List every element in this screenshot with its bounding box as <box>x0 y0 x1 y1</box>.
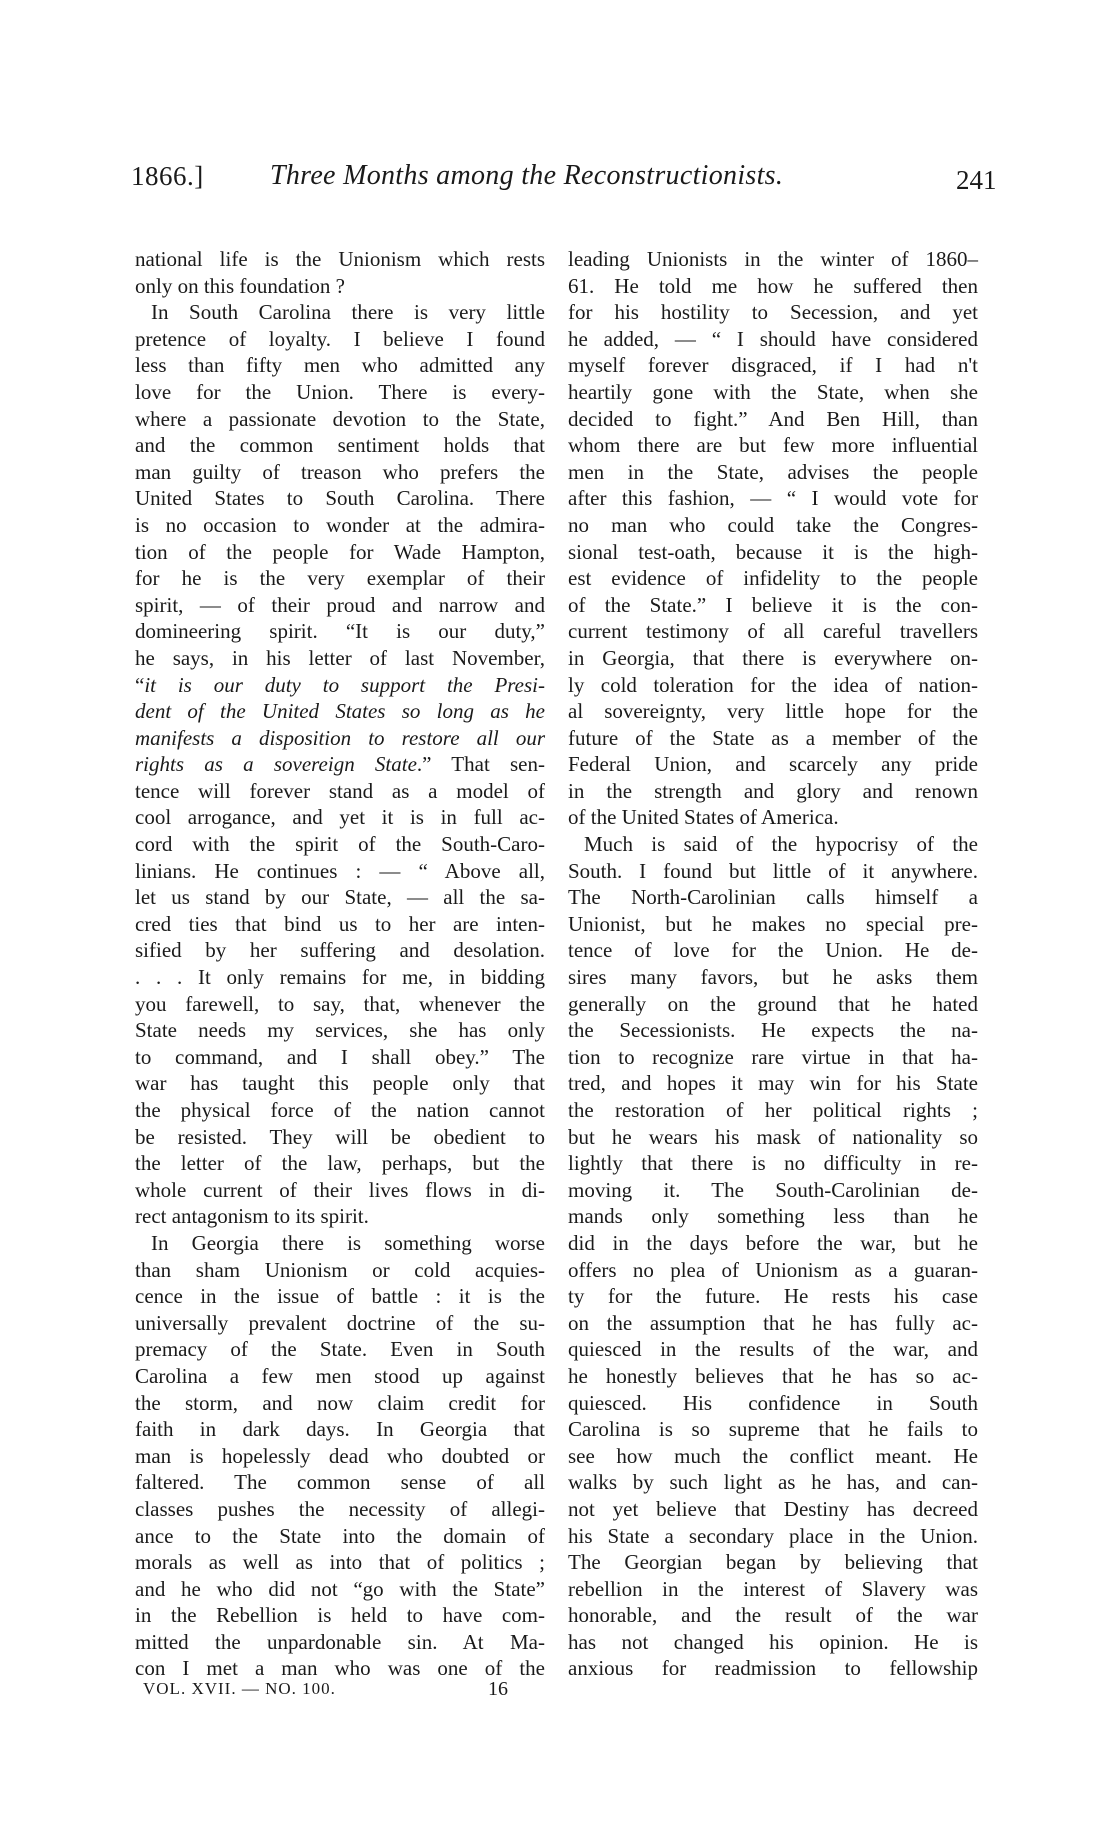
italic-text: dent of the United States so long as he <box>135 699 545 724</box>
text-line: he says, in his letter of last November, <box>135 645 545 670</box>
text-line: in Georgia, that there is everywhere on- <box>568 645 978 670</box>
text-line: no man who could take the Congres- <box>568 512 978 537</box>
text-line: South. I found but little of it anywhere. <box>568 858 978 883</box>
text-line: be resisted. They will be obedient to <box>135 1124 545 1149</box>
text-line: let us stand by our State, — all the sa- <box>135 885 545 910</box>
text-line: less than fifty men who admitted any <box>135 353 545 378</box>
text-line: the physical force of the nation cannot <box>135 1098 545 1122</box>
running-head-year: 1866.] <box>131 161 204 191</box>
text-line <box>135 725 545 752</box>
text-line: leading Unionists in the winter of 1860– <box>568 247 978 271</box>
text-column-left <box>135 246 545 1682</box>
footer-volume: VOL. XVII. — NO. 100. <box>143 1679 336 1698</box>
text-line: quiesced in the results of the war, and <box>568 1337 978 1362</box>
text-line: pretence of loyalty. I believe I found <box>135 326 545 351</box>
text-line: you farewell, to say, that, whenever the <box>135 991 545 1016</box>
text-line: cred ties that bind us to her are inten- <box>135 911 545 936</box>
text-line: cence in the issue of battle : it is the <box>135 1284 545 1309</box>
text-line: In Georgia there is something worse <box>151 1230 545 1255</box>
text-line: he honestly believes that he has so ac- <box>568 1363 978 1388</box>
text-line: The North-Carolinian calls himself a <box>568 885 978 910</box>
text-line: ty for the future. He rests his case <box>568 1284 978 1309</box>
text-line: national life is the Unionism which rests <box>135 247 545 271</box>
text-line: for he is the very exemplar of their <box>135 566 545 591</box>
italic-text: rights as a sovereign State <box>135 752 417 777</box>
text-line: premacy of the State. Even in South <box>135 1337 545 1362</box>
text-line: myself forever disgraced, if I had n't <box>568 353 978 378</box>
text-line: not yet believe that Destiny has decreed <box>568 1496 978 1521</box>
text-line: love for the Union. There is every- <box>135 379 545 404</box>
text-line: universally prevalent doctrine of the su- <box>135 1310 545 1335</box>
text-line: sires many favors, but he asks them <box>568 965 978 990</box>
text-line: to command, and I shall obey.” The <box>135 1044 545 1069</box>
text-segment: “ <box>135 672 145 697</box>
text-line: cord with the spirit of the South-Caro- <box>135 832 545 857</box>
text-line: con I met a man who was one of the <box>135 1656 545 1681</box>
text-line: tion of the people for Wade Hampton, <box>135 539 545 564</box>
text-line: faltered. The common sense of all <box>135 1470 545 1495</box>
text-line: Much is said of the hypocrisy of the <box>584 832 978 857</box>
text-line: where a passionate devotion to the State, <box>135 406 545 431</box>
text-line: whom there are but few more influential <box>568 433 978 458</box>
text-line: the storm, and now claim credit for <box>135 1390 545 1415</box>
text-line <box>135 672 545 699</box>
text-line: and the common sentiment holds that <box>135 433 545 458</box>
text-line: tence will forever stand as a model of <box>135 778 545 803</box>
text-line: did in the days before the war, but he <box>568 1230 978 1255</box>
text-line: offers no plea of Unionism as a guaran- <box>568 1257 978 1282</box>
text-line: anxious for readmission to fellowship <box>568 1656 978 1681</box>
text-line: honorable, and the result of the war <box>568 1603 978 1628</box>
text-line: the letter of the law, perhaps, but the <box>135 1151 545 1176</box>
page-number: 241 <box>956 165 997 195</box>
text-line: linians. He continues : — “ Above all, <box>135 858 545 883</box>
text-line <box>135 751 545 778</box>
text-line: al sovereignty, very little hope for the <box>568 699 978 724</box>
text-line: rebellion in the interest of Slavery was <box>568 1576 978 1601</box>
text-line: ly cold toleration for the idea of nation- <box>568 672 978 697</box>
text-line: but he wears his mask of nationality so <box>568 1124 978 1149</box>
text-line: United States to South Carolina. There <box>135 486 545 511</box>
text-line: mands only something less than he <box>568 1204 978 1229</box>
text-line: classes pushes the necessity of allegi- <box>135 1496 545 1521</box>
running-head-title: Three Months among the Reconstructionists. <box>270 160 784 191</box>
text-line: State needs my services, she has only <box>135 1018 545 1043</box>
text-line: 61. He told me how he suffered then <box>568 273 978 298</box>
text-line: generally on the ground that he hated <box>568 991 978 1016</box>
text-line: Federal Union, and scarcely any pride <box>568 752 978 777</box>
text-line: est evidence of infidelity to the people <box>568 566 978 591</box>
text-line: he added, — “ I should have considered <box>568 326 978 351</box>
footer-signature: 16 <box>488 1678 508 1700</box>
text-line: morals as well as into that of politics ; <box>135 1550 545 1575</box>
italic-text: manifests a disposition to restore all our <box>135 725 545 750</box>
text-line: tred, and hopes it may win for his State <box>568 1071 978 1096</box>
text-line: heartily gone with the State, when she <box>568 379 978 404</box>
text-line: The Georgian began by believing that <box>568 1550 978 1575</box>
text-line: men in the State, advises the people <box>568 459 978 484</box>
text-line: in the strength and glory and renown <box>568 778 978 803</box>
text-line: future of the State as a member of the <box>568 725 978 750</box>
text-line: rect antagonism to its spirit. <box>135 1204 369 1229</box>
text-segment: .” That sen- <box>416 752 545 777</box>
text-line: moving it. The South-Carolinian de- <box>568 1177 978 1202</box>
text-line: Carolina is so supreme that he fails to <box>568 1417 978 1442</box>
text-line: tion to recognize rare virtue in that ha- <box>568 1044 978 1069</box>
text-line: his State a secondary place in the Union. <box>568 1523 978 1548</box>
text-line: man is hopelessly dead who doubted or <box>135 1443 545 1468</box>
text-line: the restoration of her political rights ; <box>568 1098 978 1122</box>
text-line: tence of love for the Union. He de- <box>568 938 978 963</box>
text-line: ance to the State into the domain of <box>135 1523 545 1548</box>
text-line: mitted the unpardonable sin. At Ma- <box>135 1629 545 1654</box>
text-line: of the State.” I believe it is the con- <box>568 592 978 617</box>
text-line: man guilty of treason who prefers the <box>135 459 545 484</box>
text-column-right <box>568 246 978 1682</box>
text-line: and he who did not “go with the State” <box>135 1576 545 1601</box>
text-line: lightly that there is no difficulty in re- <box>568 1151 978 1176</box>
text-line: spirit, — of their proud and narrow and <box>135 592 545 617</box>
text-line: whole current of their lives flows in di- <box>135 1177 545 1202</box>
text-line: Unionist, but he makes no special pre- <box>568 911 978 936</box>
text-line: on the assumption that he has fully ac- <box>568 1310 978 1335</box>
text-line: walks by such light as he has, and can- <box>568 1470 978 1495</box>
text-line: after this fashion, — “ I would vote for <box>568 486 978 511</box>
text-line: war has taught this people only that <box>135 1071 545 1096</box>
italic-text: it is our duty to support the Presi- <box>144 672 545 697</box>
text-line: quiesced. His confidence in South <box>568 1390 978 1415</box>
text-line: faith in dark days. In Georgia that <box>135 1417 545 1442</box>
text-line: for his hostility to Secession, and yet <box>568 300 978 325</box>
text-line: in the Rebellion is held to have com- <box>135 1603 545 1628</box>
text-line: sified by her suffering and desolation. <box>135 938 545 963</box>
text-line: domineering spirit. “It is our duty,” <box>135 619 545 644</box>
text-line: see how much the conflict meant. He <box>568 1443 978 1468</box>
text-line <box>135 698 545 725</box>
text-line: In South Carolina there is very little <box>151 300 545 325</box>
text-line: is no occasion to wonder at the admira- <box>135 512 545 537</box>
text-line: current testimony of all careful travellers <box>568 619 978 644</box>
text-line: has not changed his opinion. He is <box>568 1629 978 1654</box>
text-line: cool arrogance, and yet it is in full ac- <box>135 805 545 830</box>
text-line: of the United States of America. <box>568 805 839 830</box>
text-line: . . . It only remains for me, in bidding <box>135 965 545 990</box>
text-line: decided to fight.” And Ben Hill, than <box>568 406 978 431</box>
text-line: than sham Unionism or cold acquies- <box>135 1257 545 1282</box>
text-line: sional test-oath, because it is the high- <box>568 539 978 564</box>
text-line: only on this foundation ? <box>135 273 345 298</box>
text-line: the Secessionists. He expects the na- <box>568 1018 978 1043</box>
text-line: Carolina a few men stood up against <box>135 1363 545 1388</box>
